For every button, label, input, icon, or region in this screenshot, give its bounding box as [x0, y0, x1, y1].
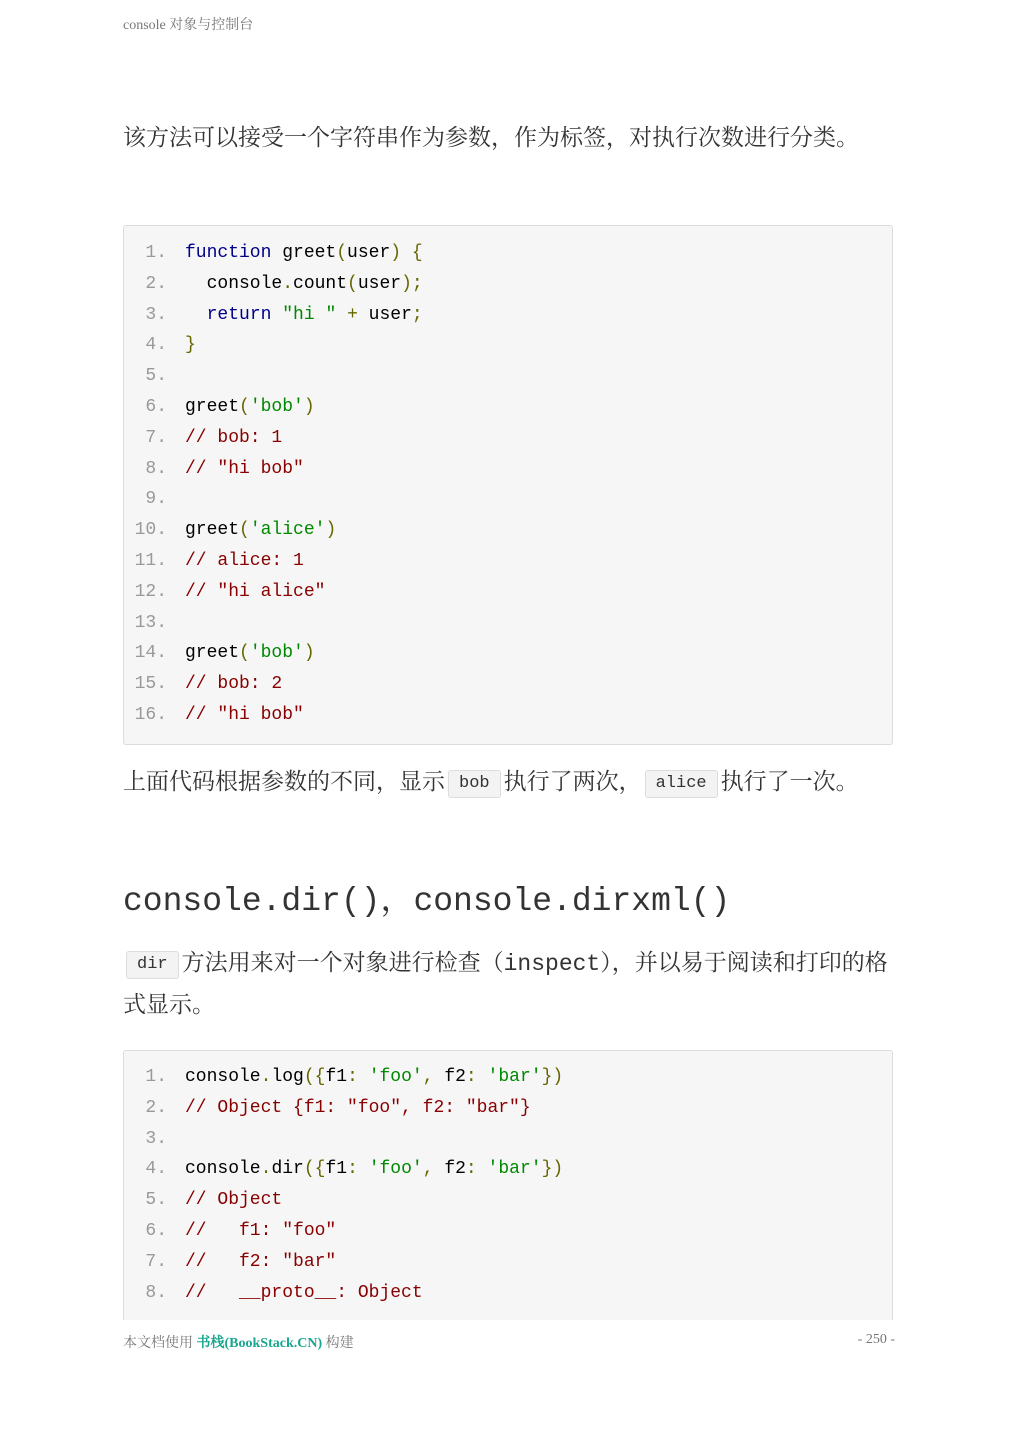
line-number: 8.	[145, 458, 167, 479]
code-block-count	[123, 225, 893, 745]
line-number: 15.	[134, 674, 167, 695]
code-line	[124, 361, 892, 392]
line-number: 1.	[145, 1067, 167, 1087]
code-token: greet	[185, 520, 240, 541]
footer-prefix: 本文档使用	[123, 1336, 193, 1351]
code-token: .	[282, 273, 294, 294]
footer-suffix: 构建	[325, 1336, 354, 1351]
line-number: 8.	[145, 1282, 167, 1303]
paragraph-intro: 该方法可以接受一个字符串作为参数，作为标签，对执行次数进行分类。	[123, 125, 859, 151]
code-token: 'alice'	[249, 520, 326, 541]
line-number: 16.	[134, 704, 167, 725]
paragraph-dir-intro	[123, 943, 895, 1026]
code-token: +	[347, 304, 358, 325]
text-segment: 方法用来对一个对象进行检查（	[181, 950, 504, 976]
code-token: (	[239, 643, 250, 664]
line-number: 11.	[134, 550, 167, 571]
code-token: user	[357, 304, 412, 325]
code-token: 'foo'	[368, 1159, 423, 1180]
code-line	[124, 1124, 892, 1155]
code-token: );	[401, 273, 423, 294]
text-segment: ），并以易于阅读和打印的格式显示。	[123, 950, 888, 1018]
code-text	[185, 1093, 531, 1124]
code-token: 'foo'	[368, 1067, 423, 1087]
code-line	[124, 700, 892, 731]
code-token: // f2: "bar"	[185, 1251, 337, 1272]
line-number: 2.	[145, 1097, 167, 1118]
code-token: greet	[185, 643, 240, 664]
code-line	[124, 1154, 892, 1185]
code-token: }	[185, 335, 196, 356]
code-line	[124, 669, 892, 700]
code-token: )	[303, 643, 315, 664]
code-token: count	[293, 273, 348, 294]
code-text	[185, 1247, 336, 1278]
code-token: "hi "	[282, 304, 337, 325]
code-token: function	[185, 243, 272, 263]
code-token: f2	[433, 1159, 466, 1180]
code-text	[185, 1278, 423, 1309]
code-token: greet	[185, 396, 240, 417]
code-line	[124, 515, 892, 546]
code-token: (	[239, 396, 250, 417]
code-line	[124, 269, 892, 300]
code-line	[124, 608, 892, 639]
code-line	[124, 1093, 892, 1124]
running-header: console 对象与控制台	[123, 18, 254, 33]
code-token: // bob: 1	[185, 427, 283, 448]
code-token: console	[185, 273, 283, 294]
code-token: )	[325, 520, 337, 541]
line-number: 6.	[145, 396, 167, 417]
line-number: 3.	[145, 1128, 167, 1149]
code-token: 'bob'	[249, 643, 304, 664]
footer-credit	[123, 1332, 354, 1352]
code-token: f2	[433, 1067, 466, 1087]
code-line	[124, 1278, 892, 1309]
line-number: 5.	[145, 1190, 167, 1211]
code-line	[124, 1062, 892, 1093]
code-text	[185, 1185, 282, 1216]
line-number: 5.	[145, 366, 167, 387]
line-number: 9.	[145, 489, 167, 510]
code-token	[185, 305, 207, 325]
code-token	[358, 1067, 369, 1087]
code-token: (	[336, 243, 348, 263]
code-token: greet	[271, 243, 337, 263]
code-token: {	[411, 243, 423, 263]
code-token: // Object	[185, 1190, 283, 1211]
line-number: 4.	[145, 335, 167, 356]
code-text	[185, 700, 304, 731]
code-token: f1	[325, 1159, 348, 1180]
code-token: console	[185, 1067, 261, 1087]
code-line	[124, 1185, 892, 1216]
code-text	[185, 269, 423, 300]
inline-mono-inspect: inspect	[503, 951, 601, 977]
code-token: )	[303, 396, 315, 417]
code-line	[124, 300, 892, 331]
code-token: // "hi bob"	[185, 704, 304, 725]
line-number: 13.	[134, 612, 167, 633]
inline-code-bob: bob	[448, 770, 501, 798]
line-number: 14.	[134, 643, 167, 664]
code-token: // "hi bob"	[185, 458, 304, 479]
code-token: 'bar'	[487, 1159, 542, 1180]
code-text	[185, 423, 282, 454]
code-line	[124, 392, 892, 423]
code-line	[124, 330, 892, 361]
code-token: // alice: 1	[185, 550, 304, 571]
code-token: })	[541, 1159, 564, 1180]
line-number: 10.	[134, 520, 167, 541]
code-text	[185, 330, 196, 361]
text-segment: 执行了一次。	[720, 769, 859, 795]
code-text	[185, 546, 304, 577]
code-token: // Object {f1: "foo", f2: "bar"}	[185, 1097, 531, 1118]
code-token: )	[390, 243, 402, 263]
code-text	[185, 638, 315, 669]
code-token: })	[541, 1067, 564, 1087]
code-line	[124, 638, 892, 669]
code-token: .	[260, 1067, 272, 1087]
line-number: 6.	[145, 1220, 167, 1241]
code-token	[271, 305, 282, 325]
code-line	[124, 238, 892, 269]
code-token	[358, 1159, 369, 1179]
code-token: :	[347, 1159, 358, 1180]
code-token: 'bar'	[487, 1067, 542, 1087]
line-number: 4.	[145, 1159, 167, 1180]
code-text	[185, 669, 282, 700]
code-token: ,	[422, 1067, 434, 1087]
code-token	[401, 243, 412, 263]
code-token	[336, 305, 347, 325]
line-number: 7.	[145, 427, 167, 448]
code-token: ;	[411, 304, 423, 325]
text-segment: 上面代码根据参数的不同，显示	[123, 769, 445, 795]
code-token: // f1: "foo"	[185, 1220, 337, 1241]
code-token: dir	[271, 1159, 304, 1180]
code-token: :	[465, 1159, 477, 1180]
code-block-dir	[123, 1050, 893, 1320]
code-line	[124, 484, 892, 515]
code-token: 'bob'	[249, 396, 304, 417]
code-text	[185, 1154, 563, 1185]
inline-code-alice: alice	[645, 770, 718, 798]
code-line	[124, 423, 892, 454]
code-text	[185, 238, 423, 269]
code-text	[185, 454, 304, 485]
code-line	[124, 577, 892, 608]
code-token: // "hi alice"	[185, 581, 326, 602]
code-text	[185, 300, 423, 331]
footer-brand-link[interactable]: 书栈(BookStack.CN)	[196, 1336, 323, 1351]
code-token	[477, 1067, 488, 1087]
paragraph-count-explanation	[123, 762, 895, 803]
code-line	[124, 546, 892, 577]
line-number: 7.	[145, 1251, 167, 1272]
section-heading: console.dir()，console.dirxml()	[123, 883, 731, 920]
line-number: 1.	[145, 243, 167, 263]
code-text	[185, 515, 336, 546]
code-token: console	[185, 1159, 261, 1180]
line-number: 12.	[134, 581, 167, 602]
code-line	[124, 1247, 892, 1278]
code-token: f1	[325, 1067, 348, 1087]
code-token: // __proto__: Object	[185, 1282, 423, 1303]
code-token: (	[347, 273, 358, 294]
code-text	[185, 1062, 563, 1093]
text-segment: 执行了两次，	[503, 769, 642, 795]
code-line	[124, 1216, 892, 1247]
code-line	[124, 454, 892, 485]
page-number: - 250 -	[857, 1332, 895, 1347]
code-text	[185, 392, 315, 423]
code-token	[477, 1159, 488, 1179]
code-token: return	[206, 304, 272, 325]
code-token: user	[357, 273, 402, 294]
code-token: ({	[303, 1159, 326, 1180]
code-token: ,	[422, 1159, 434, 1180]
code-text	[185, 577, 325, 608]
inline-code-dir: dir	[126, 951, 179, 979]
code-token: // bob: 2	[185, 674, 283, 695]
code-token: ({	[303, 1067, 326, 1087]
code-token: :	[465, 1067, 477, 1087]
code-token: :	[347, 1067, 358, 1087]
line-number: 2.	[145, 273, 167, 294]
code-token: log	[271, 1067, 304, 1087]
code-token: user	[347, 243, 391, 263]
code-token: .	[260, 1159, 272, 1180]
code-text	[185, 1216, 336, 1247]
code-token: (	[239, 520, 250, 541]
line-number: 3.	[145, 304, 167, 325]
